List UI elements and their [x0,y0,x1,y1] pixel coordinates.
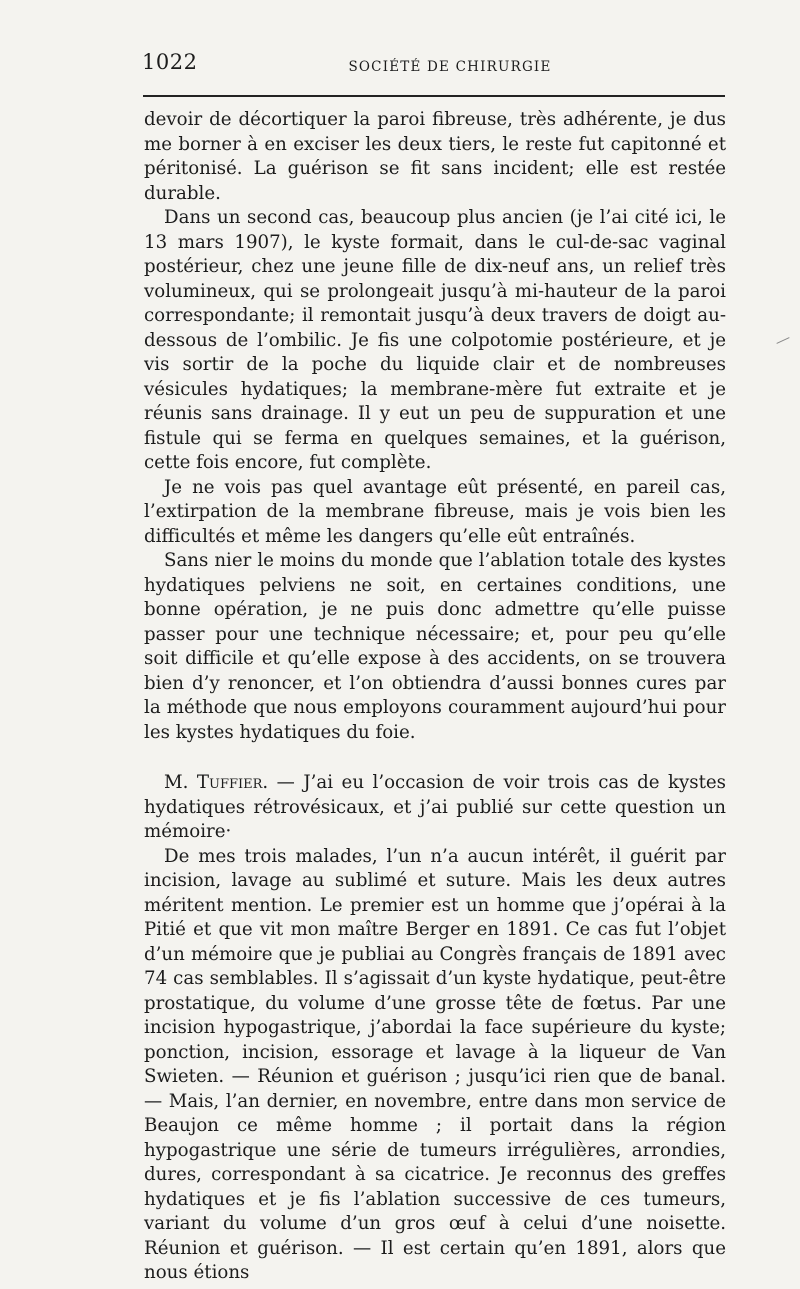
section-gap [144,745,726,771]
paragraph-conclusion: Sans nier le moins du monde que l’ablation totale des kystes hydatiques pelviens ne soit, en certaines conditions, une bonne opération, je ne puis donc admettre qu’elle puisse passer pour une technique nécessaire; et, pour peu qu’elle soit difficile et qu’elle expose à des accidents, on se trouvera bien d’y renoncer, et l’on obtiendra d’aussi bonnes cures par la méthode que nous employons couramment aujourd’hui pour les kystes hydatiques du foie. [144,550,726,743]
speaker-name: M. Tuffier. [164,772,269,793]
margin-mark [776,337,789,344]
body-text [144,108,726,1286]
paragraph-advantage: Je ne vois pas quel avantage eût présenté, en pareil cas, l’extirpation de la membrane fibreuse, mais je vois bien les difficultés et même les dangers qu’elle eût entraînés. [144,476,726,547]
paragraph-continuation: devoir de décortiquer la paroi fibreuse, très adhérente, je dus me borner à en exciser les deux tiers, le reste fut capitonné et péritonisé. La guérison se fit sans incident; elle est restée durable. [144,109,726,204]
running-title: SOCIÉTÉ DE CHIRURGIE [348,59,552,75]
page-number: 1022 [142,50,198,74]
paragraph-tuffier-intro [144,771,726,845]
speaker-remark: — J’ai eu l’occasion de voir trois cas de kystes hydatiques rétrovésicaux, et j’ai publié sur cette question un mémoire· [144,772,726,842]
paragraph-second-case: Dans un second cas, beaucoup plus ancien (je l’ai cité ici, le 13 mars 1907), le kyste formait, dans le cul-de-sac vaginal postérieur, chez une jeune fille de dix-neuf ans, un relief très volumineux, qui se prolongeait jusqu’à mi-hauteur de la paroi correspondante; il remontait jusqu’à deux travers de doigt au-dessous de l’ombilic. Je fis une colpotomie postérieure, et je vis sortir de la poche du liquide clair et de nombreuses vésicules hydatiques; la membrane-mère fut extraite et je réunis sans drainage. Il y eut un peu de suppuration et une fistule qui se ferma en quelques semaines, et la guérison, cette fois encore, fut complète. [144,207,726,473]
header-rule [143,95,725,97]
paragraph-tuffier-cases: De mes trois malades, l’un n’a aucun intérêt, il guérit par incision, lavage au sublimé et suture. Mais les deux autres méritent mention. Le premier est un homme que j’opérai à la Pitié et que vit mon maître Berger en 1891. Ce cas fut l’objet d’un mémoire que je publiai au Congrès français de 1891 avec 74 cas semblables. Il s’agissait d’un kyste hydatique, peut-être prostatique, du volume d’une grosse tête de fœtus. Par une incision hypogastrique, j’abordai la face supérieure du kyste; ponction, incision, essorage et lavage à la liqueur de Van Swieten. — Réunion et guérison ; jusqu’ici rien que de banal. — Mais, l’an dernier, en novembre, entre dans mon service de Beaujon ce même homme ; il portait dans la région hypogastrique une série de tumeurs irrégulières, arrondies, dures, correspondant à sa cicatrice. Je reconnus des greffes hydatiques et je fis l’ablation successive de ces tumeurs, variant du volume d’un gros œuf à celui d’une noisette. Réunion et guérison. — Il est certain qu’en 1891, alors que nous étions [144,845,726,1283]
